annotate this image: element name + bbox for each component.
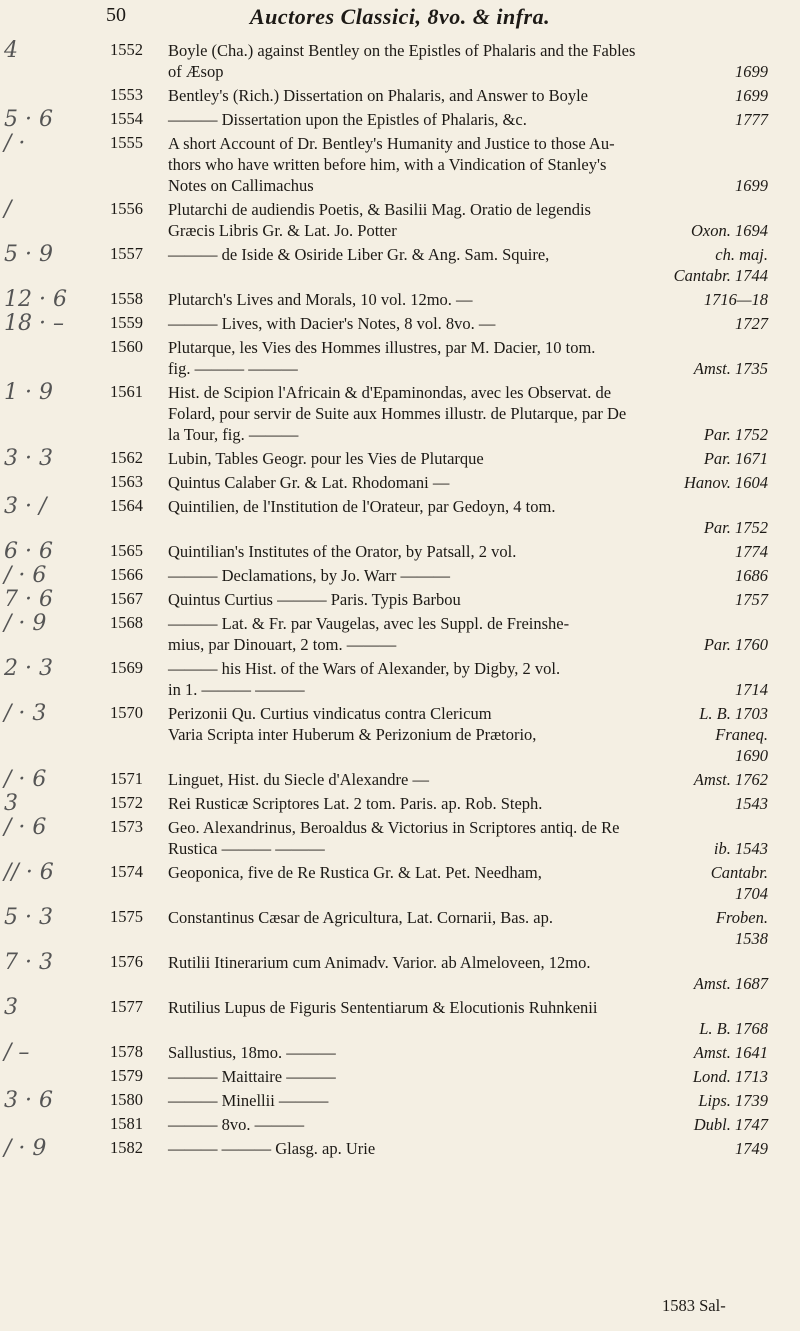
catalogue-entry — [0, 793, 800, 814]
entry-text — [168, 817, 768, 859]
entry-description: ——— Lives, with Dacier's Notes, 8 vol. 8vo. — — [168, 314, 496, 333]
entry-description: mius, par Dinouart, 2 tom. ——— — [168, 635, 397, 654]
lot-number: 1553 — [110, 85, 143, 104]
catalogue-entry — [0, 382, 800, 445]
catalogue-entry — [0, 1138, 800, 1159]
catalogue-entry — [0, 589, 800, 610]
entry-description: in 1. ——— ——— — [168, 680, 305, 699]
entry-imprint: L. B. 1703 — [699, 704, 768, 723]
lot-number: 1562 — [110, 448, 143, 467]
entry-line — [168, 703, 768, 724]
entry-description: ——— de Iside & Osiride Liber Gr. & Ang. Sam. Squire, — [168, 245, 550, 264]
entry-imprint: 1686 — [735, 566, 768, 585]
entry-line — [168, 1042, 768, 1063]
entry-line — [168, 133, 768, 154]
entry-line — [168, 1018, 768, 1039]
lot-number: 1570 — [110, 703, 143, 722]
entry-imprint: 1716—18 — [703, 290, 768, 309]
entry-description: Boyle (Cha.) against Bentley on the Epistles of Phalaris and the Fables — [168, 41, 636, 60]
entry-line — [168, 838, 768, 859]
handwritten-price-note: 3 · 3 — [4, 446, 53, 471]
entry-line — [168, 496, 768, 517]
entry-text — [168, 952, 768, 994]
entry-imprint: 1714 — [735, 680, 768, 699]
lot-number: 1580 — [110, 1090, 143, 1109]
entry-line — [168, 61, 768, 82]
entry-text — [168, 589, 768, 610]
entry-text — [168, 1042, 768, 1063]
entry-line — [168, 175, 768, 196]
entry-line — [168, 928, 768, 949]
catalogue-entry — [0, 199, 800, 241]
entry-description: Rutilii Itinerarium cum Animadv. Varior. ab Almeloveen, 12mo. — [168, 953, 591, 972]
lot-number: 1568 — [110, 613, 143, 632]
entry-line — [168, 265, 768, 286]
entry-imprint: Hanov. 1604 — [683, 473, 768, 492]
catalogue-entry — [0, 109, 800, 130]
entry-description: Rei Rusticæ Scriptores Lat. 2 tom. Paris. ap. Rob. Steph. — [168, 794, 543, 813]
catalogue-entries — [0, 40, 800, 1162]
entry-imprint: 1704 — [735, 884, 768, 903]
handwritten-price-note: 2 · 3 — [4, 656, 53, 681]
lot-number: 1571 — [110, 769, 143, 788]
entry-text — [168, 1114, 768, 1135]
handwritten-price-note: 7 · 6 — [4, 587, 53, 612]
handwritten-price-note: // · 6 — [4, 860, 54, 885]
lot-number: 1581 — [110, 1114, 143, 1133]
catalogue-entry — [0, 952, 800, 994]
entry-imprint: 1727 — [735, 314, 768, 333]
entry-description: Quintus Calaber Gr. & Lat. Rhodomani — — [168, 473, 450, 492]
lot-number: 1554 — [110, 109, 143, 128]
entry-description: Folard, pour servir de Suite aux Hommes illustr. de Plutarque, par De — [168, 404, 627, 423]
entry-description: Constantinus Cæsar de Agricultura, Lat. Cornarii, Bas. ap. — [168, 908, 553, 927]
entry-line — [168, 1138, 768, 1159]
entry-line — [168, 358, 768, 379]
catalogue-entry — [0, 769, 800, 790]
entry-text — [168, 448, 768, 469]
catalogue-entry — [0, 289, 800, 310]
lot-number: 1565 — [110, 541, 143, 560]
catalogue-entry — [0, 1114, 800, 1135]
catalogue-entry — [0, 496, 800, 538]
entry-line — [168, 883, 768, 904]
lot-number: 1558 — [110, 289, 143, 308]
entry-line — [168, 589, 768, 610]
entry-description: Quintilian's Institutes of the Orator, by Patsall, 2 vol. — [168, 542, 517, 561]
catalogue-entry — [0, 862, 800, 904]
entry-description: Rustica ——— ——— — [168, 839, 325, 858]
entry-line — [168, 1066, 768, 1087]
entry-description: thors who have written before him, with a Vindication of Stanley's — [168, 155, 607, 174]
entry-line — [168, 472, 768, 493]
entry-line — [168, 724, 768, 745]
entry-description: Linguet, Hist. du Siecle d'Alexandre — — [168, 770, 429, 789]
entry-line — [168, 565, 768, 586]
entry-text — [168, 313, 768, 334]
catalogue-entry — [0, 1042, 800, 1063]
entry-line — [168, 85, 768, 106]
lot-number: 1574 — [110, 862, 143, 881]
entry-imprint: Dubl. 1747 — [693, 1115, 768, 1134]
entry-imprint: Amst. 1641 — [693, 1043, 768, 1062]
handwritten-price-note: 4 — [4, 38, 18, 63]
entry-line — [168, 541, 768, 562]
entry-text — [168, 40, 768, 82]
catalogue-entry — [0, 613, 800, 655]
catalogue-entry — [0, 472, 800, 493]
entry-imprint: Cantabr. — [710, 863, 768, 882]
entry-text — [168, 565, 768, 586]
entry-line — [168, 289, 768, 310]
handwritten-price-note: 7 · 3 — [4, 950, 53, 975]
entry-line — [168, 745, 768, 766]
lot-number: 1556 — [110, 199, 143, 218]
entry-description: ——— Minellii ——— — [168, 1091, 329, 1110]
entry-line — [168, 403, 768, 424]
entry-line — [168, 109, 768, 130]
handwritten-price-note: 5 · 3 — [4, 905, 53, 930]
entry-line — [168, 154, 768, 175]
entry-text — [168, 541, 768, 562]
entry-description: fig. ——— ——— — [168, 359, 298, 378]
entry-line — [168, 1090, 768, 1111]
entry-line — [168, 973, 768, 994]
entry-imprint: 1699 — [735, 62, 768, 81]
entry-description: ——— his Hist. of the Wars of Alexander, by Digby, 2 vol. — [168, 659, 561, 678]
catalogue-entry — [0, 1066, 800, 1087]
entry-description: Plutarque, les Vies des Hommes illustres, par M. Dacier, 10 tom. — [168, 338, 596, 357]
entry-imprint: Cantabr. 1744 — [673, 266, 768, 285]
handwritten-price-note: / · 9 — [4, 1136, 47, 1161]
handwritten-price-note: / · 9 — [4, 611, 47, 636]
lot-number: 1555 — [110, 133, 143, 152]
entry-line — [168, 634, 768, 655]
lot-number: 1575 — [110, 907, 143, 926]
entry-imprint: 1777 — [735, 110, 768, 129]
entry-text — [168, 85, 768, 106]
entry-line — [168, 244, 768, 265]
handwritten-price-note: 3 · 6 — [4, 1088, 53, 1113]
handwritten-price-note: 18 · – — [4, 311, 64, 336]
catalogue-entry — [0, 313, 800, 334]
catalogue-entry — [0, 541, 800, 562]
lot-number: 1564 — [110, 496, 143, 515]
entry-imprint: Lond. 1713 — [692, 1067, 768, 1086]
entry-text — [168, 244, 768, 286]
entry-imprint: 1757 — [735, 590, 768, 609]
entry-line — [168, 220, 768, 241]
entry-imprint: Par. 1752 — [703, 518, 768, 537]
lot-number: 1576 — [110, 952, 143, 971]
entry-imprint: Amst. 1762 — [693, 770, 768, 789]
lot-number: 1561 — [110, 382, 143, 401]
catalogue-entry — [0, 703, 800, 766]
lot-number: 1577 — [110, 997, 143, 1016]
entry-text — [168, 472, 768, 493]
entry-line — [168, 199, 768, 220]
entry-line — [168, 424, 768, 445]
entry-text — [168, 382, 768, 445]
handwritten-price-note: / — [4, 197, 12, 222]
entry-imprint: Par. 1760 — [703, 635, 768, 654]
lot-number: 1578 — [110, 1042, 143, 1061]
entry-line — [168, 1114, 768, 1135]
entry-description: ——— Dissertation upon the Epistles of Phalaris, &c. — [168, 110, 527, 129]
entry-description: Varia Scripta inter Huberum & Perizonium de Prætorio, — [168, 725, 537, 744]
entry-line — [168, 40, 768, 61]
entry-text — [168, 1090, 768, 1111]
lot-number: 1572 — [110, 793, 143, 812]
entry-imprint: Amst. 1687 — [693, 974, 768, 993]
entry-line — [168, 862, 768, 883]
entry-imprint: ib. 1543 — [713, 839, 768, 858]
entry-imprint: Par. 1671 — [703, 449, 768, 468]
entry-description: Plutarchi de audiendis Poetis, & Basilii Mag. Oratio de legendis — [168, 200, 591, 219]
lot-number: 1567 — [110, 589, 143, 608]
catalogue-entry — [0, 658, 800, 700]
entry-description: Perizonii Qu. Curtius vindicatus contra Clericum — [168, 704, 492, 723]
entry-description: ——— 8vo. ——— — [168, 1115, 305, 1134]
entry-line — [168, 793, 768, 814]
entry-imprint: Franeq. — [715, 725, 768, 744]
entry-imprint: 1538 — [735, 929, 768, 948]
entry-description: Quintilien, de l'Institution de l'Orateur, par Gedoyn, 4 tom. — [168, 497, 556, 516]
entry-text — [168, 1066, 768, 1087]
catchword: 1583 Sal- — [662, 1296, 726, 1315]
entry-imprint: Oxon. 1694 — [691, 221, 768, 240]
entry-imprint: ch. maj. — [715, 245, 768, 264]
entry-line — [168, 517, 768, 538]
entry-text — [168, 658, 768, 700]
entry-imprint: Lips. 1739 — [698, 1091, 768, 1110]
entry-description: la Tour, fig. ——— — [168, 425, 299, 444]
catalogue-entry — [0, 817, 800, 859]
catalogue-entry — [0, 40, 800, 82]
entry-text — [168, 793, 768, 814]
entry-description: Plutarch's Lives and Morals, 10 vol. 12mo. — — [168, 290, 473, 309]
entry-text — [168, 1138, 768, 1159]
entry-description: Quintus Curtius ——— Paris. Typis Barbou — [168, 590, 461, 609]
page-number: 50 — [106, 4, 126, 26]
handwritten-price-note: / · 3 — [4, 701, 47, 726]
entry-imprint: Par. 1752 — [703, 425, 768, 444]
entry-imprint: Froben. — [715, 908, 768, 927]
entry-text — [168, 109, 768, 130]
entry-line — [168, 769, 768, 790]
handwritten-price-note: 1 · 9 — [4, 380, 53, 405]
catalogue-entry — [0, 133, 800, 196]
entry-imprint: 1699 — [735, 176, 768, 195]
entry-imprint: Amst. 1735 — [693, 359, 768, 378]
handwritten-price-note: 5 · 9 — [4, 242, 53, 267]
entry-text — [168, 703, 768, 766]
handwritten-price-note: / – — [4, 1040, 30, 1065]
handwritten-price-note: / · 6 — [4, 815, 47, 840]
entry-description: A short Account of Dr. Bentley's Humanity and Justice to those Au- — [168, 134, 615, 153]
handwritten-price-note: / · 6 — [4, 563, 47, 588]
entry-line — [168, 613, 768, 634]
entry-description: Sallustius, 18mo. ——— — [168, 1043, 336, 1062]
catalogue-entry — [0, 565, 800, 586]
catalogue-entry — [0, 337, 800, 379]
catalogue-entry — [0, 907, 800, 949]
entry-description: Notes on Callimachus — [168, 176, 314, 195]
entry-line — [168, 382, 768, 403]
entry-description: Bentley's (Rich.) Dissertation on Phalaris, and Answer to Boyle — [168, 86, 588, 105]
entry-imprint: 1690 — [735, 746, 768, 765]
entry-line — [168, 679, 768, 700]
entry-line — [168, 448, 768, 469]
entry-line — [168, 907, 768, 928]
entry-description: Hist. de Scipion l'Africain & d'Epaminondas, avec les Observat. de — [168, 383, 612, 402]
catalogue-entry — [0, 244, 800, 286]
entry-text — [168, 769, 768, 790]
entry-line — [168, 658, 768, 679]
entry-description: ——— Declamations, by Jo. Warr ——— — [168, 566, 451, 585]
catalogue-entry — [0, 448, 800, 469]
lot-number: 1566 — [110, 565, 143, 584]
handwritten-price-note: 3 — [4, 791, 18, 816]
entry-imprint: L. B. 1768 — [699, 1019, 768, 1038]
catalogue-entry — [0, 997, 800, 1039]
entry-imprint: 1774 — [735, 542, 768, 561]
entry-line — [168, 337, 768, 358]
entry-imprint: 1749 — [735, 1139, 768, 1158]
lot-number: 1582 — [110, 1138, 143, 1157]
handwritten-price-note: 5 · 6 — [4, 107, 53, 132]
entry-text — [168, 613, 768, 655]
lot-number: 1559 — [110, 313, 143, 332]
lot-number: 1573 — [110, 817, 143, 836]
entry-text — [168, 289, 768, 310]
lot-number: 1560 — [110, 337, 143, 356]
entry-text — [168, 907, 768, 949]
entry-line — [168, 313, 768, 334]
handwritten-price-note: / · — [4, 131, 26, 156]
entry-imprint: 1699 — [735, 86, 768, 105]
entry-description: ——— ——— Glasg. ap. Urie — [168, 1139, 376, 1158]
entry-text — [168, 199, 768, 241]
catalogue-entry — [0, 85, 800, 106]
lot-number: 1569 — [110, 658, 143, 677]
page-header — [0, 4, 800, 34]
entry-description: Lubin, Tables Geogr. pour les Vies de Plutarque — [168, 449, 484, 468]
entry-text — [168, 133, 768, 196]
entry-text — [168, 496, 768, 538]
catalogue-entry — [0, 1090, 800, 1111]
entry-description: Geo. Alexandrinus, Beroaldus & Victorius in Scriptores antiq. de Re — [168, 818, 620, 837]
entry-line — [168, 997, 768, 1018]
entry-description: Geoponica, five de Re Rustica Gr. & Lat. Pet. Needham, — [168, 863, 542, 882]
entry-line — [168, 817, 768, 838]
lot-number: 1563 — [110, 472, 143, 491]
entry-description: Græcis Libris Gr. & Lat. Jo. Potter — [168, 221, 397, 240]
entry-imprint: 1543 — [735, 794, 768, 813]
entry-text — [168, 337, 768, 379]
handwritten-price-note: 3 · / — [4, 494, 47, 519]
entry-text — [168, 997, 768, 1039]
entry-line — [168, 952, 768, 973]
handwritten-price-note: / · 6 — [4, 767, 47, 792]
running-head: Auctores Classici, 8vo. & infra. — [249, 4, 551, 29]
handwritten-price-note: 6 · 6 — [4, 539, 53, 564]
entry-description: Rutilius Lupus de Figuris Sententiarum & Elocutionis Ruhnkenii — [168, 998, 598, 1017]
handwritten-price-note: 12 · 6 — [4, 287, 67, 312]
entry-description: of Æsop — [168, 62, 224, 81]
entry-description: ——— Lat. & Fr. par Vaugelas, avec les Suppl. de Freinshe- — [168, 614, 570, 633]
entry-text — [168, 862, 768, 904]
handwritten-price-note: 3 — [4, 995, 18, 1020]
lot-number: 1557 — [110, 244, 143, 263]
entry-description: ——— Maittaire ——— — [168, 1067, 336, 1086]
lot-number: 1552 — [110, 40, 143, 59]
lot-number: 1579 — [110, 1066, 143, 1085]
